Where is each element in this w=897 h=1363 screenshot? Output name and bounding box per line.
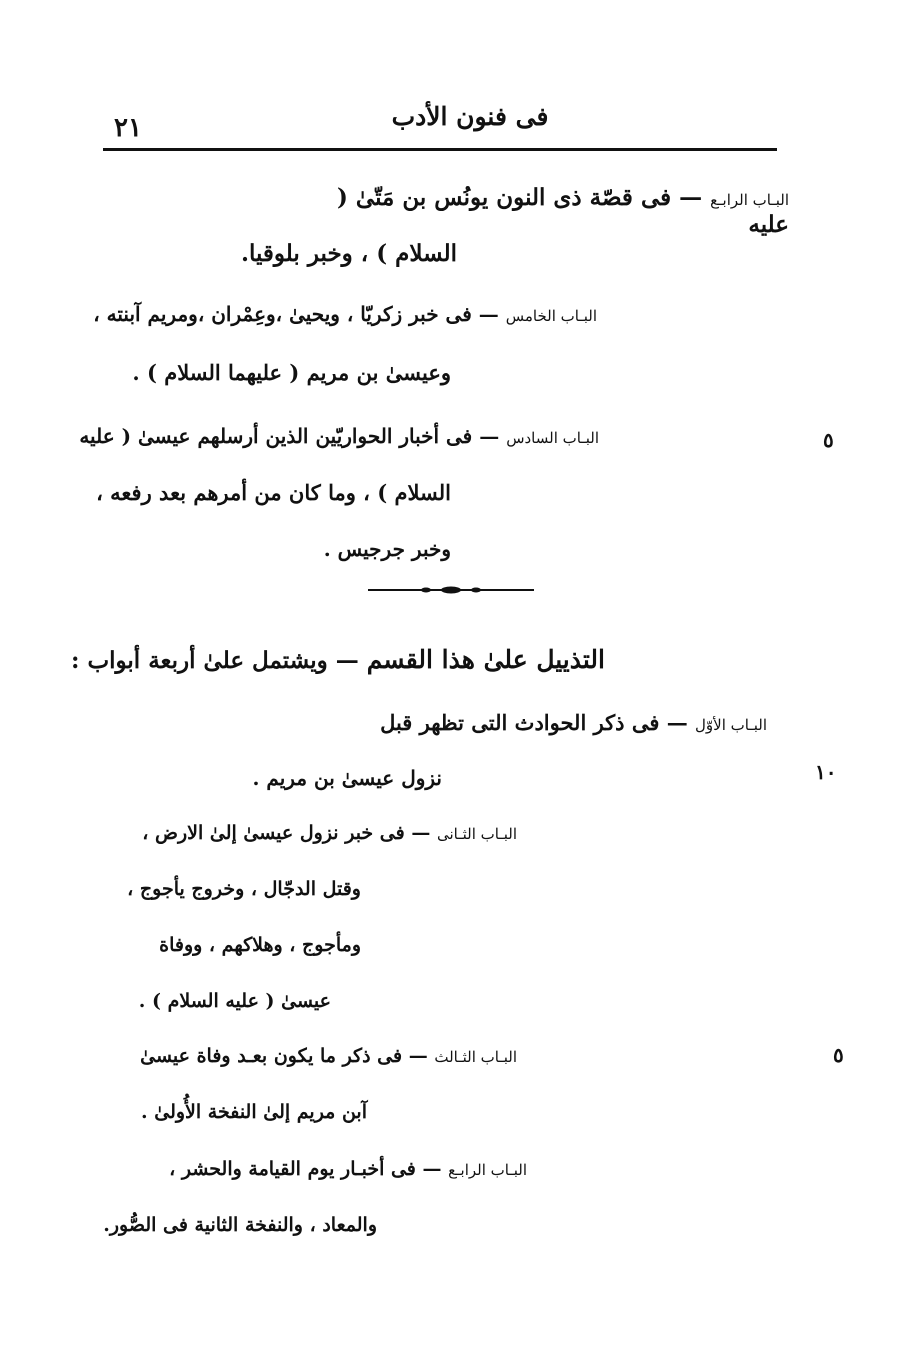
- page-number: ٢١: [114, 113, 142, 143]
- chapter-5-line-2: وعيسىٰ بن مريم ( عليهما السلام ) .: [132, 360, 451, 385]
- appendix-chapter-2-line-4: عيسىٰ ( عليه السلام ) .: [138, 990, 331, 1012]
- margin-line-number: ٥: [833, 1043, 844, 1067]
- chapter-5-line-1: البـاب الخامس — فى خبر زكريّا ، ويحيىٰ ،وعِمْران ،ومريم آبنته ،: [93, 302, 597, 326]
- chapter-4-line-2: السلام ) ، وخبر بلوقيا.: [240, 240, 457, 267]
- header-rule: [103, 148, 777, 151]
- appendix-chapter-1-line-1: البـاب الأوّل — فى ذكر الحوادث التى تظهر قبل: [380, 710, 767, 735]
- appendix-chapter-4-line-1: البـاب الرابـع — فى أخبـار يوم القيامة والحشر ،: [169, 1158, 527, 1180]
- appendix-chapter-1-line-2: نزول عيسىٰ بن مريم .: [252, 766, 442, 790]
- appendix-chapter-2-line-3: ومأجوج ، وهلاكهم ، ووفاة: [159, 934, 361, 956]
- ornament-divider: [368, 585, 534, 595]
- running-title: فى فنون الأدب: [391, 102, 549, 131]
- appendix-chapter-3-line-2: آبن مريم إلىٰ النفخة الأُولىٰ .: [141, 1101, 367, 1123]
- appendix-chapter-2-line-2: وقتل الدجّال ، وخروج يأجوج ،: [127, 878, 361, 900]
- chapter-6-line-2: السلام ) ، وما كان من أمرهم بعد رفعه ،: [96, 480, 451, 505]
- chapter-6-line-3: وخبر جرجيس .: [323, 537, 451, 561]
- margin-line-number: ٥: [823, 428, 834, 452]
- appendix-chapter-3-line-1: البـاب الثـالث — فى ذكر ما يكون بعـد وفاة عيسىٰ: [140, 1045, 517, 1067]
- margin-line-number: ١٠: [815, 760, 837, 784]
- appendix-chapter-2-line-1: البـاب الثـانى — فى خبر نزول عيسىٰ إلىٰ الارض ،: [142, 822, 517, 844]
- chapter-6-line-1: البـاب السادس — فى أخبار الحواريّين الذين أرسلهم عيسىٰ ( عليه: [79, 424, 599, 448]
- appendix-heading: التذييل علىٰ هذا القسم — ويشتمل علىٰ أربعة أبواب :: [70, 645, 605, 674]
- appendix-chapter-4-line-2: والمعاد ، والنفخة الثانية فى الصُّور.: [103, 1214, 377, 1236]
- chapter-4-line-1: البـاب الرابـع — فى قصّة ذى النون يونُس بن مَتّىٰ ( عليه: [337, 184, 789, 238]
